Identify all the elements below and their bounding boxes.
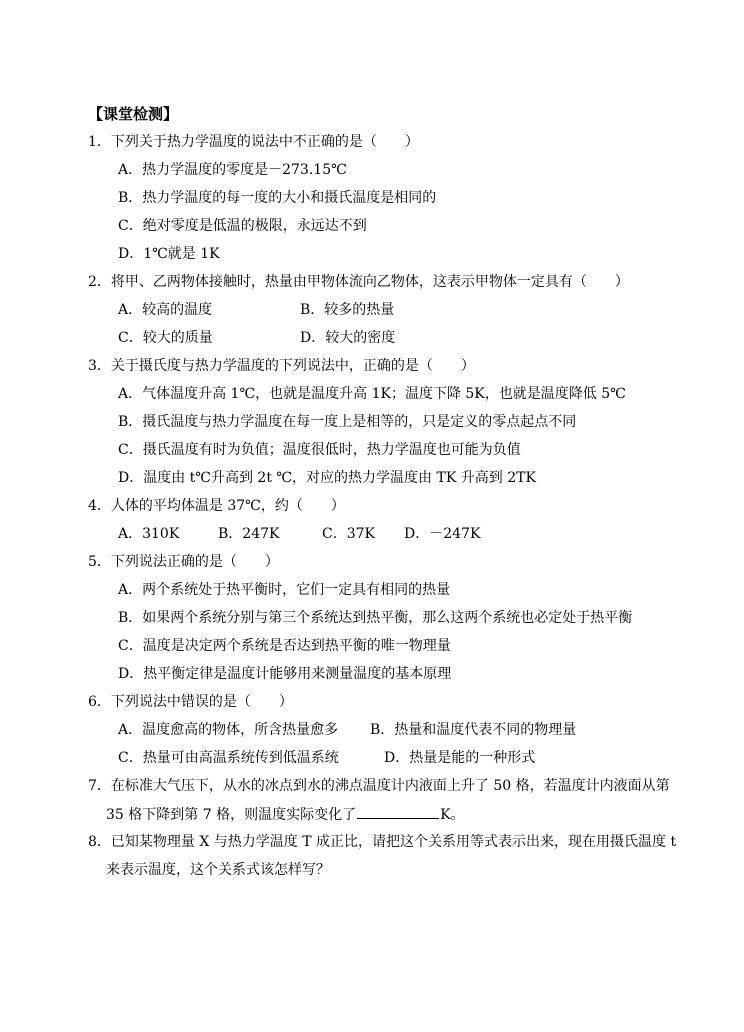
section-title: 【课堂检测】 [88, 105, 179, 123]
question-6-stem: 6．下列说法中错误的是（ ） [88, 694, 293, 710]
answer-blank [357, 804, 439, 819]
question-7-stem-line1: 7．在标准大气压下，从水的冰点到水的沸点温度计内液面上升了 50 格，若温度计内液面从第 [88, 778, 670, 794]
question-3-option-a: A．气体温度升高 1℃，也就是温度升高 1K；温度下降 5K，也就是温度降低 5℃ [118, 386, 626, 402]
question-4-option-b: B．247K [218, 526, 280, 542]
question-6-option-d: D．热量是能的一种形式 [384, 750, 536, 766]
question-7-unit: K。 [440, 807, 465, 823]
question-2-option-a: A．较高的温度 [118, 302, 213, 318]
question-5-stem: 5．下列说法正确的是（ ） [88, 554, 279, 570]
question-2-stem: 2．将甲、乙两物体接触时，热量由甲物体流向乙物体，这表示甲物体一定具有（ ） [88, 274, 629, 290]
question-1-option-d: D．1℃就是 1K [118, 246, 220, 262]
question-1-stem: 1．下列关于热力学温度的说法中不正确的是（ ） [88, 134, 419, 150]
question-6-option-a: A．温度愈高的物体，所含热量愈多 [118, 722, 339, 738]
question-4-stem: 4．人体的平均体温是 37℃，约（ ） [88, 498, 345, 514]
question-1-option-c: C．绝对零度是低温的极限，永远达不到 [118, 218, 367, 234]
question-1-option-b: B．热力学温度的每一度的大小和摄氏温度是相同的 [118, 190, 437, 206]
question-5-option-c: C．温度是决定两个系统是否达到热平衡的唯一物理量 [118, 638, 451, 654]
question-4-option-d: D．－247K [404, 526, 481, 542]
question-4-option-a: A．310K [118, 526, 180, 542]
question-1-option-a: A．热力学温度的零度是－273.15℃ [118, 162, 347, 178]
question-6-option-c: C．热量可由高温系统传到低温系统 [118, 750, 339, 766]
question-2-option-b: B．较多的热量 [300, 302, 395, 318]
question-2-option-d: D．较大的密度 [300, 330, 396, 346]
question-3-option-b: B．摄氏温度与热力学温度在每一度上是相等的，只是定义的零点起点不同 [118, 414, 577, 430]
question-8-stem-line2: 来表示温度，这个关系式该怎样写？ [106, 862, 330, 878]
question-7-stem-line2 [106, 804, 465, 825]
question-6-option-b: B．热量和温度代表不同的物理量 [370, 722, 577, 738]
question-5-option-d: D．热平衡定律是温度计能够用来测量温度的基本原理 [118, 666, 452, 682]
question-5-option-a: A．两个系统处于热平衡时，它们一定具有相同的热量 [118, 582, 451, 598]
question-3-stem: 3．关于摄氏度与热力学温度的下列说法中，正确的是（ ） [88, 358, 475, 374]
question-3-option-c: C．摄氏温度有时为负值；温度很低时，热力学温度也可能为负值 [118, 442, 521, 458]
question-5-option-b: B．如果两个系统分别与第三个系统达到热平衡，那么这两个系统也必定处于热平衡 [118, 610, 633, 626]
question-7-stem-text: 35 格下降到第 7 格，则温度实际变化了 [106, 807, 357, 823]
question-3-option-d: D．温度由 t℃升高到 2t ℃，对应的热力学温度由 TK 升高到 2TK [118, 470, 536, 486]
question-4-option-c: C．37K [322, 526, 375, 542]
question-8-stem-line1: 8．已知某物理量 X 与热力学温度 T 成正比，请把这个关系用等式表示出来，现在用摄氏温度 t [88, 834, 677, 850]
question-2-option-c: C．较大的质量 [118, 330, 213, 346]
